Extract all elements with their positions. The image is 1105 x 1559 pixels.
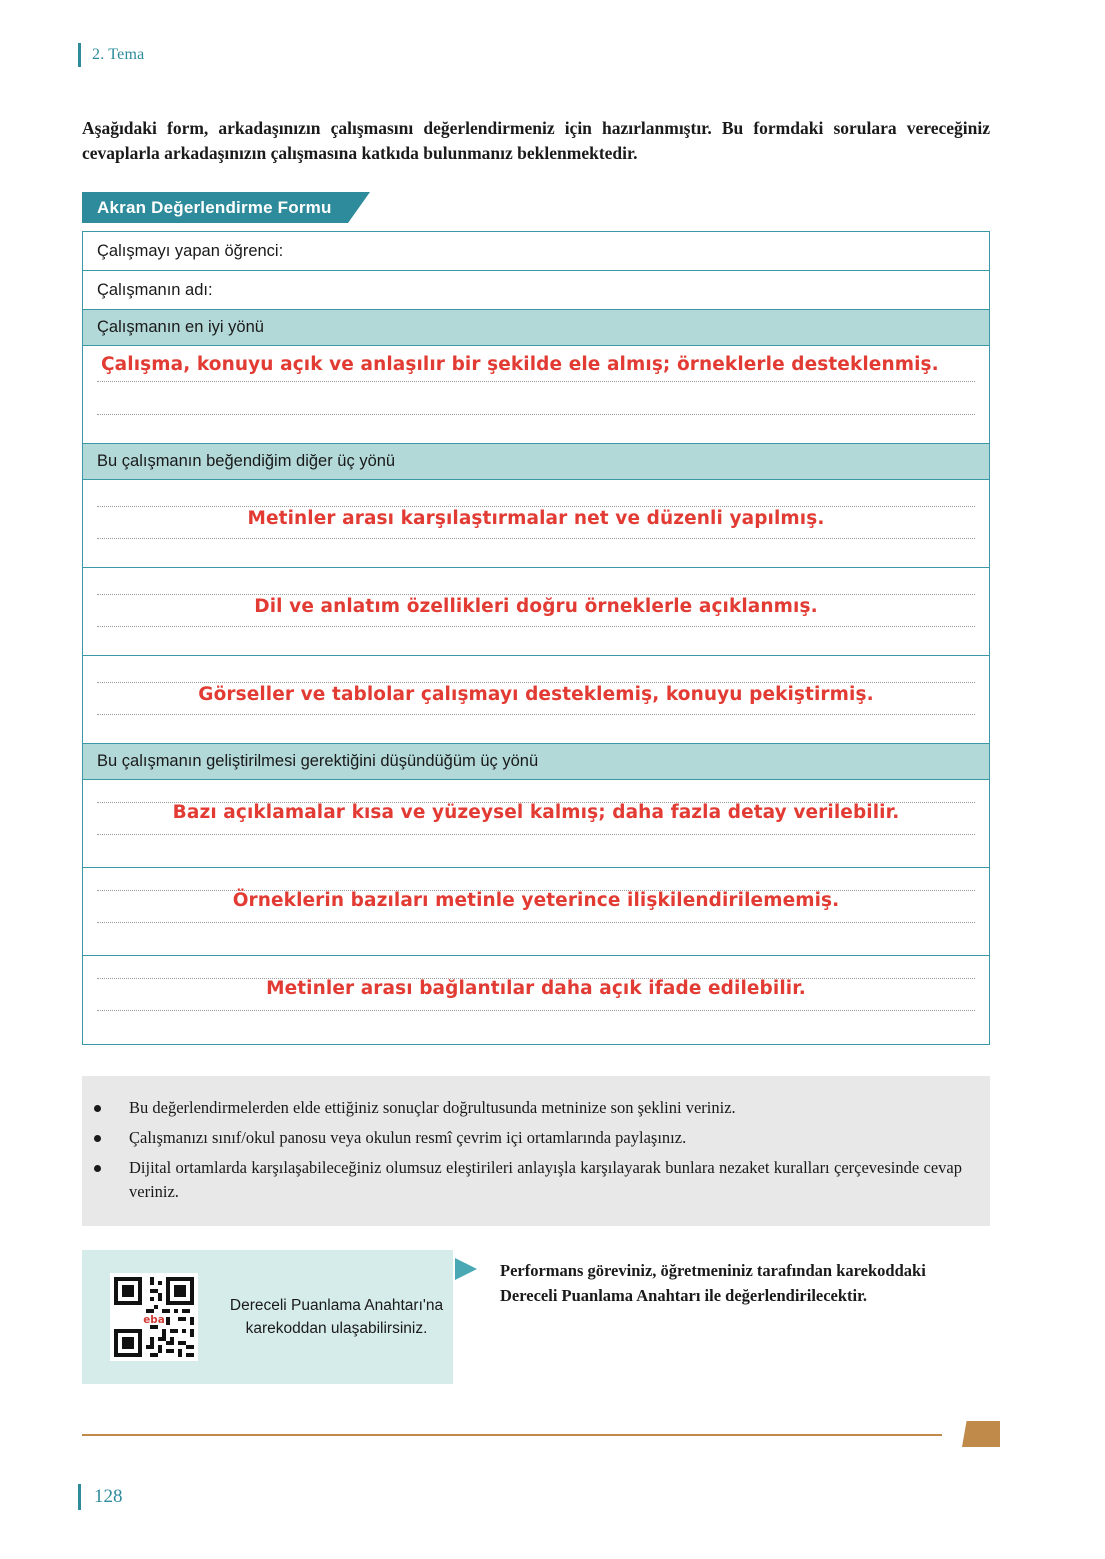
list-item-text: Dijital ortamlarda karşılaşabileceğiniz olumsuz eleştirileri anlayışla karşılayarak bunlara nezaket kuralları çerçevesinde cevap veriniz. xyxy=(129,1158,962,1201)
form-field-student[interactable]: Çalışmayı yapan öğrenci: xyxy=(83,232,989,271)
dotted-line xyxy=(97,381,975,382)
form-title-body xyxy=(82,192,348,223)
footer-corner-tab xyxy=(962,1421,1000,1447)
form-section-heading-best: Çalışmanın en iyi yönü xyxy=(83,310,989,346)
handwritten-answer: Metinler arası bağlantılar daha açık ifade edilebilir. xyxy=(266,978,806,999)
theme-label: 2. Tema xyxy=(92,46,145,63)
bullet-dot-icon xyxy=(94,1105,101,1112)
performance-note: Performans göreviniz, öğretmeniniz tarafından karekoddaki Dereceli Puanlama Anahtarı ile değerlendirilecektir. xyxy=(500,1261,926,1305)
handwritten-answer: Dil ve anlatım özellikleri doğru örneklerle açıklanmış. xyxy=(254,596,818,617)
intro-paragraph: Aşağıdaki form, arkadaşınızın çalışmasını değerlendirmeniz için hazırlanmıştır. Bu formdaki sorulara vereceğiniz cevaplarla arkadaşınızın çalışmasına katkıda bulunmanız beklenmektedir. xyxy=(82,118,990,163)
dotted-line xyxy=(97,714,975,715)
arrow-right-icon xyxy=(455,1258,477,1280)
form-answer-improve-3[interactable] xyxy=(83,956,989,1044)
dotted-line xyxy=(97,594,975,595)
svg-text:eba: eba xyxy=(143,1314,165,1326)
form-answer-best-1[interactable] xyxy=(83,346,989,444)
dotted-line xyxy=(97,538,975,539)
page-header xyxy=(78,42,144,68)
form-answer-improve-2[interactable] xyxy=(83,868,989,956)
dotted-line xyxy=(97,1010,975,1011)
form-field-work-name[interactable]: Çalışmanın adı: xyxy=(83,271,989,310)
handwritten-answer: Görseller ve tablolar çalışmayı desteklemiş, konuyu pekiştirmiş. xyxy=(198,684,874,705)
instructions-box xyxy=(82,1076,990,1226)
bullet-dot-icon xyxy=(94,1165,101,1172)
handwritten-answer: Çalışma, konuyu açık ve anlaşılır bir şekilde ele almış; örneklerle desteklenmiş. xyxy=(101,354,939,375)
list-item xyxy=(82,1096,990,1120)
page-number xyxy=(78,1483,123,1511)
page-number-accent-bar xyxy=(78,1484,81,1510)
form-answer-liked-2[interactable] xyxy=(83,568,989,656)
page-number-text: 128 xyxy=(94,1486,123,1507)
qr-code-icon[interactable] xyxy=(110,1273,198,1361)
form-section-heading-improve: Bu çalışmanın geliştirilmesi gerektiğini düşündüğüm üç yönü xyxy=(83,744,989,780)
list-item-text: Bu değerlendirmelerden elde ettiğiniz sonuçlar doğrultusunda metninize son şeklini veriniz. xyxy=(129,1098,736,1117)
dotted-line xyxy=(97,506,975,507)
form-answer-improve-1[interactable] xyxy=(83,780,989,868)
qr-code-graphic xyxy=(110,1273,198,1361)
form-title-text: Akran Değerlendirme Formu xyxy=(97,197,332,217)
form-section-heading-liked: Bu çalışmanın beğendiğim diğer üç yönü xyxy=(83,444,989,480)
dotted-line xyxy=(97,922,975,923)
qr-caption: Dereceli Puanlama Anahtarı'na karekoddan ulaşabilirsiniz. xyxy=(229,1297,444,1337)
peer-evaluation-form xyxy=(82,231,990,1045)
handwritten-answer: Örneklerin bazıları metinle yeterince ilişkilendirilememiş. xyxy=(232,890,840,911)
qr-info-panel xyxy=(82,1250,453,1384)
dotted-line xyxy=(97,834,975,835)
dotted-line xyxy=(97,626,975,627)
list-item-text: Çalışmanızı sınıf/okul panosu veya okulun resmî çevrim içi ortamlarında paylaşınız. xyxy=(129,1128,687,1147)
header-accent-bar xyxy=(78,43,81,67)
handwritten-answer: Metinler arası karşılaştırmalar net ve düzenli yapılmış. xyxy=(247,508,825,529)
list-item xyxy=(82,1156,990,1204)
handwritten-answer: Bazı açıklamalar kısa ve yüzeysel kalmış; daha fazla detay verilebilir. xyxy=(172,802,900,823)
form-answer-liked-3[interactable] xyxy=(83,656,989,744)
dotted-line xyxy=(97,414,975,415)
bullet-dot-icon xyxy=(94,1135,101,1142)
footer-divider xyxy=(82,1434,942,1436)
form-title-tab xyxy=(82,192,370,223)
form-title-arrow xyxy=(348,192,370,223)
form-answer-liked-1[interactable] xyxy=(83,480,989,568)
dotted-line xyxy=(97,682,975,683)
list-item xyxy=(82,1126,990,1150)
